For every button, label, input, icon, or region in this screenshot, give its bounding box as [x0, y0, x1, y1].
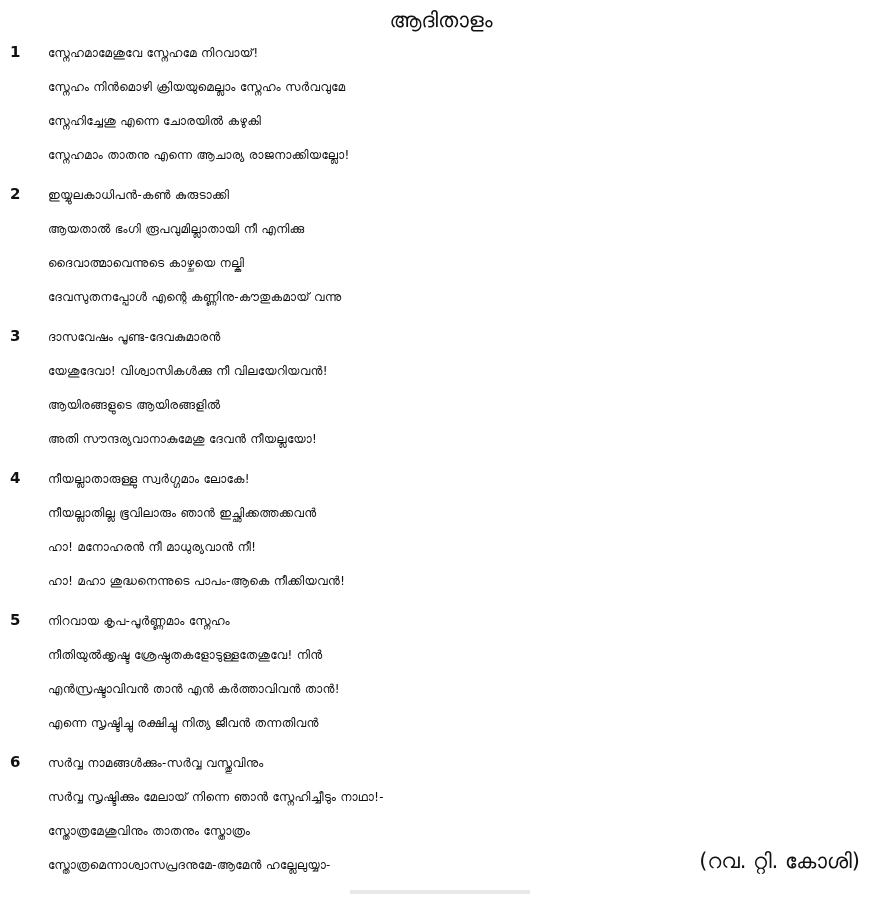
verse-line: ഹാ! മഹാ ശുദ്ധനെന്നുടെ പാപം-ആകെ നീക്കിയവൻ!: [48, 574, 346, 588]
verse-line: ആയതാൽ ഭംഗി രൂപവുമില്ലാതായി നീ എനിക്കു: [48, 222, 305, 236]
verse-line: സർവ്വ നാമങ്ങൾക്കും-സർവ്വ വസ്തുവിനും: [48, 756, 264, 770]
stanza: [0, 604, 882, 740]
stanza: [0, 462, 882, 598]
stanza-number: 4: [10, 469, 21, 487]
stanza-number: 2: [10, 185, 21, 203]
verse-line: ദൈവാത്മാവെന്നുടെ കാഴ്ചയെ നല്കി: [48, 256, 245, 270]
author-credit: (റവ. റ്റി. കോശി): [699, 849, 860, 873]
verse-line: നീയല്ലാതില്ല ഭൂവിലാരും ഞാൻ ഇച്ഛിക്കത്തക്കവൻ: [48, 506, 317, 520]
verse-line: ഇയ്യുലകാധിപൻ-കൺ കുരുടാക്കി: [48, 188, 230, 202]
verse-line: നീയല്ലാതാരുള്ളു സ്വർഗ്ഗമാം ലോകേ!: [48, 472, 250, 486]
verse-line: ദേവസുതനപ്പോൾ എന്റെ കണ്ണിനു-കൗതുകമായ് വന്നു: [48, 290, 342, 304]
verse-line: ദാസവേഷം പൂണ്ട-ദേവകുമാരൻ: [48, 330, 221, 344]
verse-line: എൻസ്രഷ്ടാവിവൻ താൻ എൻ കർത്താവിവൻ താൻ!: [48, 682, 340, 696]
verse-line: ഹാ! മനോഹരൻ നീ മാധുര്യവാൻ നീ!: [48, 540, 257, 554]
stanza-number: 5: [10, 611, 21, 629]
scan-smudge: [350, 890, 530, 894]
verse-line: സ്നേഹമാം താതനു എന്നെ ആചാര്യ രാജനാക്കിയല്ലോ!: [48, 148, 350, 162]
verse-line: ആയിരങ്ങളുടെ ആയിരങ്ങളിൽ: [48, 398, 221, 412]
verse-line: സ്തോത്രമെന്നാശ്വാസപ്രദനുമേ-ആമേൻ ഹല്ലേലുയ്യാ-: [48, 858, 331, 872]
stanza: [0, 178, 882, 314]
verse-line: അതി സൗന്ദര്യവാനാകുമേശു ദേവൻ നീയല്ലയോ!: [48, 432, 318, 446]
verse-line: നീതിയുൽക്കൃഷ്ട ശ്രേഷ്ഠതകളോടുള്ളതേശുവേ! നിൻ: [48, 648, 323, 662]
verse-line: സ്നേഹം നിൻമൊഴി ക്രിയയുമെല്ലാം സ്നേഹം സർവവുമേ: [48, 80, 346, 94]
stanza: [0, 320, 882, 456]
stanza: [0, 36, 882, 172]
verse-line: നിറവായ കൃപ-പൂർണ്ണമാം സ്നേഹം: [48, 614, 231, 628]
verse-line: സ്തോത്രമേശുവിനും താതനും സ്തോത്രം: [48, 824, 251, 838]
verse-line: സർവ്വ സൃഷ്ടിക്കും മേലായ് നിന്നെ ഞാൻ സ്നേഹിച്ചീടും നാഥാ!-: [48, 790, 384, 804]
stanza-number: 6: [10, 753, 21, 771]
verse-line: സ്നേഹിച്ചേശു എന്നെ ചോരയിൽ കഴുകി: [48, 114, 262, 128]
verses: [0, 36, 882, 888]
verse-line: എന്നെ സൃഷ്ടിച്ചു രക്ഷിച്ചു നിത്യ ജീവൻ തന്നതിവൻ: [48, 716, 319, 730]
raga-heading: ആദിതാളം: [389, 8, 493, 32]
verse-line: സ്നേഹമാമേശുവേ സ്നേഹമേ നിറവായ്!: [48, 46, 259, 60]
verse-line: യേശുദേവാ! വിശ്വാസികൾക്കു നീ വിലയേറിയവൻ!: [48, 364, 328, 378]
stanza-number: 1: [10, 43, 21, 61]
stanza-number: 3: [10, 327, 21, 345]
